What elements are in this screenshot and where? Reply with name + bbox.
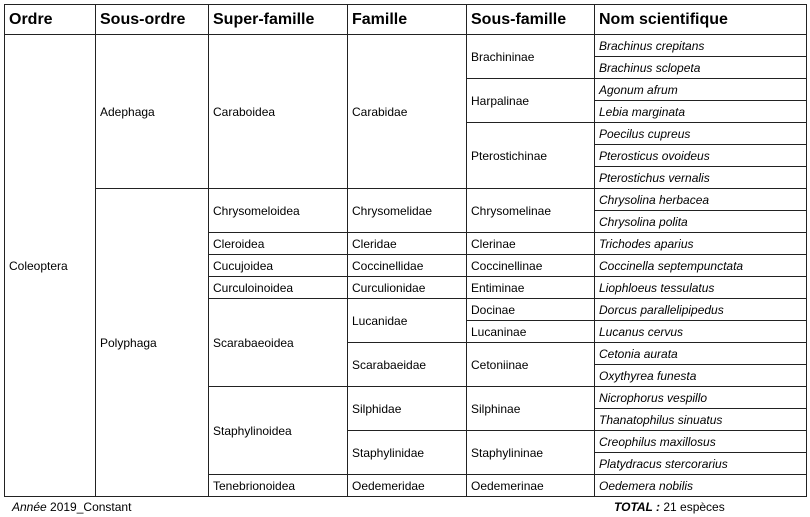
espece-cell: Oedemera nobilis: [595, 475, 807, 497]
super-famille-cell: Curculoinoidea: [209, 277, 348, 299]
sous-famille-cell: Docinae: [467, 299, 595, 321]
super-famille-cell: Cleroidea: [209, 233, 348, 255]
espece-cell: Pterostichus vernalis: [595, 167, 807, 189]
sous-famille-cell: Harpalinae: [467, 79, 595, 123]
super-famille-cell: Staphylinoidea: [209, 387, 348, 475]
famille-cell: Curculionidae: [348, 277, 467, 299]
total-label: TOTAL :: [614, 500, 660, 514]
famille-cell: Lucanidae: [348, 299, 467, 343]
col-header-ordre: Ordre: [5, 5, 96, 35]
espece-cell: Chrysolina polita: [595, 211, 807, 233]
taxonomy-table: [4, 4, 807, 497]
ordre-cell: Coleoptera: [5, 35, 96, 497]
espece-cell: Cetonia aurata: [595, 343, 807, 365]
sous-famille-cell: Pterostichinae: [467, 123, 595, 189]
famille-cell: Scarabaeidae: [348, 343, 467, 387]
sous-famille-cell: Staphylininae: [467, 431, 595, 475]
sous-famille-cell: Oedemerinae: [467, 475, 595, 497]
sous-ordre-cell: Polyphaga: [96, 189, 209, 497]
espece-cell: Nicrophorus vespillo: [595, 387, 807, 409]
footer-year: [12, 500, 131, 514]
year-label: Année: [12, 500, 47, 514]
table-row: [5, 35, 807, 57]
super-famille-cell: Chrysomeloidea: [209, 189, 348, 233]
col-header-sous-famille: Sous-famille: [467, 5, 595, 35]
table-row: [5, 189, 807, 211]
col-header-super-famille: Super-famille: [209, 5, 348, 35]
espece-cell: Oxythyrea funesta: [595, 365, 807, 387]
espece-cell: Platydracus stercorarius: [595, 453, 807, 475]
super-famille-cell: Caraboidea: [209, 35, 348, 189]
famille-cell: Cleridae: [348, 233, 467, 255]
sous-ordre-cell: Adephaga: [96, 35, 209, 189]
sous-famille-cell: Lucaninae: [467, 321, 595, 343]
espece-cell: Creophilus maxillosus: [595, 431, 807, 453]
espece-cell: Agonum afrum: [595, 79, 807, 101]
total-value: 21 espèces: [660, 500, 725, 514]
famille-cell: Chrysomelidae: [348, 189, 467, 233]
famille-cell: Coccinellidae: [348, 255, 467, 277]
famille-cell: Carabidae: [348, 35, 467, 189]
espece-cell: Lebia marginata: [595, 101, 807, 123]
sous-famille-cell: Brachininae: [467, 35, 595, 79]
espece-cell: Brachinus sclopeta: [595, 57, 807, 79]
sous-famille-cell: Entiminae: [467, 277, 595, 299]
sous-famille-cell: Cetoniinae: [467, 343, 595, 387]
famille-cell: Silphidae: [348, 387, 467, 431]
espece-cell: Pterosticus ovoideus: [595, 145, 807, 167]
espece-cell: Trichodes aparius: [595, 233, 807, 255]
famille-cell: Oedemeridae: [348, 475, 467, 497]
header-row: [5, 5, 807, 35]
super-famille-cell: Tenebrionoidea: [209, 475, 348, 497]
espece-cell: Dorcus parallelipipedus: [595, 299, 807, 321]
super-famille-cell: Cucujoidea: [209, 255, 348, 277]
famille-cell: Staphylinidae: [348, 431, 467, 475]
espece-cell: Lucanus cervus: [595, 321, 807, 343]
espece-cell: Thanatophilus sinuatus: [595, 409, 807, 431]
espece-cell: Coccinella septempunctata: [595, 255, 807, 277]
espece-cell: Poecilus cupreus: [595, 123, 807, 145]
col-header-nom-scientifique: Nom scientifique: [595, 5, 807, 35]
col-header-famille: Famille: [348, 5, 467, 35]
super-famille-cell: Scarabaeoidea: [209, 299, 348, 387]
espece-cell: Brachinus crepitans: [595, 35, 807, 57]
footer-total: [614, 500, 725, 514]
espece-cell: Liophloeus tessulatus: [595, 277, 807, 299]
sous-famille-cell: Coccinellinae: [467, 255, 595, 277]
col-header-sous-ordre: Sous-ordre: [96, 5, 209, 35]
year-value: 2019_Constant: [46, 500, 132, 514]
espece-cell: Chrysolina herbacea: [595, 189, 807, 211]
sous-famille-cell: Silphinae: [467, 387, 595, 431]
sous-famille-cell: Clerinae: [467, 233, 595, 255]
sous-famille-cell: Chrysomelinae: [467, 189, 595, 233]
